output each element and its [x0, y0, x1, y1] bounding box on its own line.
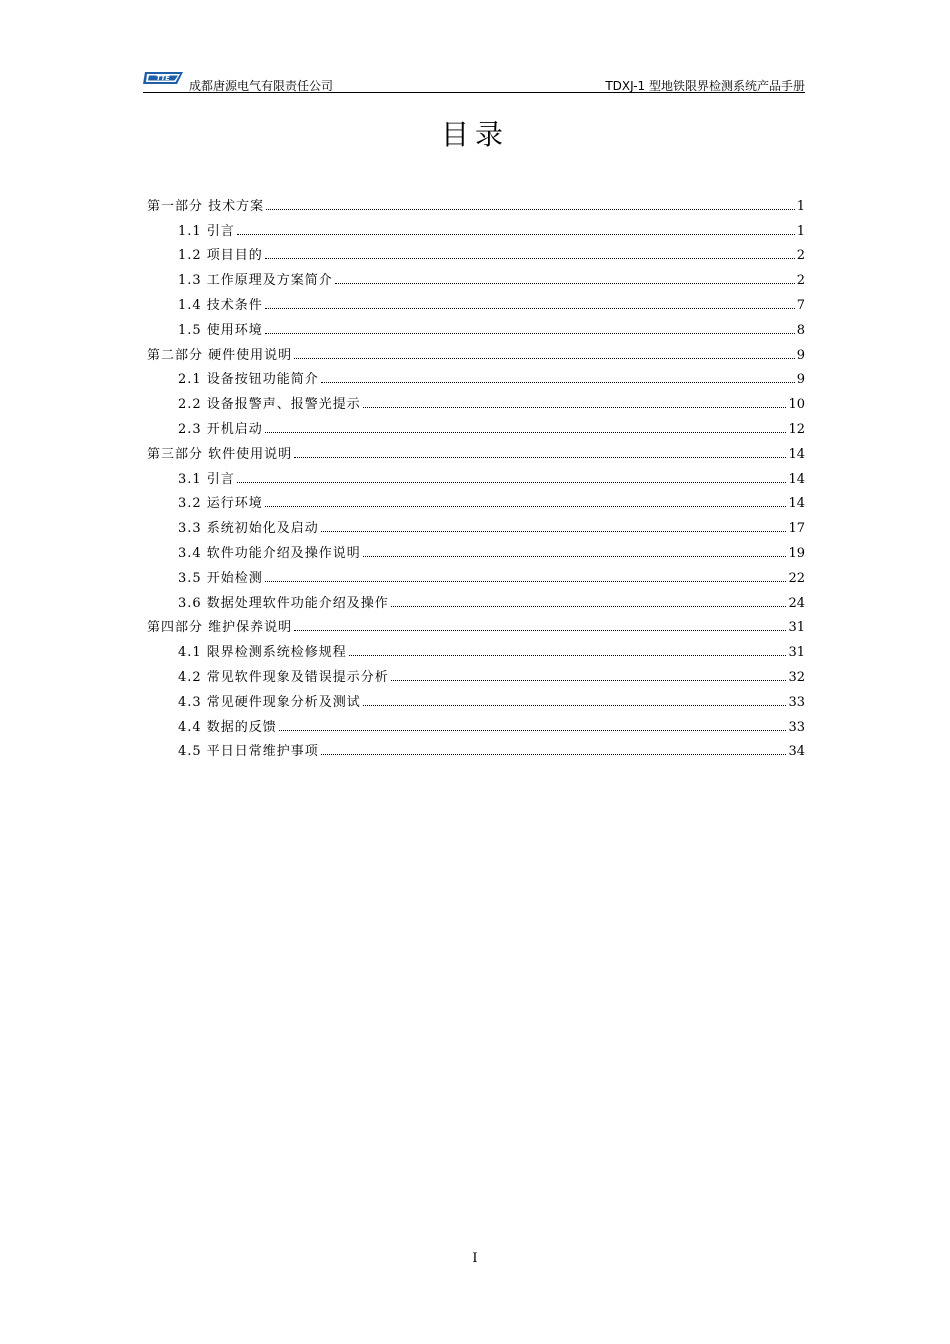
toc-entry-label: 2.1 设备按钮功能简介 — [178, 372, 319, 388]
toc-section-entry[interactable] — [147, 685, 805, 710]
toc-dot-leader — [279, 729, 787, 731]
toc-section-entry[interactable] — [147, 313, 805, 338]
toc-entry-label: 第二部分 硬件使用说明 — [147, 347, 293, 363]
toc-entry-label: 1.2 项目目的 — [178, 248, 263, 264]
toc-entry-label: 第三部分 软件使用说明 — [147, 446, 293, 462]
toc-part-entry[interactable] — [147, 189, 805, 214]
toc-section-entry[interactable] — [147, 660, 805, 685]
toc-entry-page: 12 — [788, 421, 805, 437]
table-of-contents — [147, 189, 805, 759]
toc-entry-page: 19 — [788, 545, 805, 561]
toc-dot-leader — [363, 555, 787, 557]
toc-entry-label: 2.2 设备报警声、报警光提示 — [178, 397, 361, 413]
toc-part-entry[interactable] — [147, 437, 805, 462]
toc-entry-page: 7 — [796, 297, 805, 313]
toc-section-entry[interactable] — [147, 511, 805, 536]
toc-dot-leader — [363, 406, 787, 408]
toc-section-entry[interactable] — [147, 387, 805, 412]
toc-entry-label: 4.5 平日日常维护事项 — [178, 744, 319, 760]
toc-entry-page: 14 — [788, 446, 805, 462]
toc-section-entry[interactable] — [147, 561, 805, 586]
toc-entry-page: 9 — [796, 347, 805, 363]
toc-entry-page: 1 — [796, 198, 805, 214]
toc-entry-label: 1.3 工作原理及方案简介 — [178, 273, 333, 289]
toc-dot-leader — [265, 431, 787, 433]
toc-dot-leader — [321, 753, 787, 755]
toc-entry-label: 3.5 开始检测 — [178, 570, 263, 586]
page-title: 目录 — [440, 118, 509, 151]
toc-section-entry[interactable] — [147, 635, 805, 660]
toc-section-entry[interactable] — [147, 363, 805, 388]
toc-entry-page: 14 — [788, 496, 805, 512]
toc-dot-leader — [237, 481, 787, 483]
toc-dot-leader — [349, 654, 787, 656]
toc-entry-page: 34 — [788, 744, 805, 760]
toc-section-entry[interactable] — [147, 487, 805, 512]
toc-dot-leader — [294, 629, 786, 631]
toc-entry-page: 22 — [788, 570, 805, 586]
toc-dot-leader — [391, 605, 787, 607]
toc-entry-page: 9 — [796, 372, 805, 388]
toc-part-entry[interactable] — [147, 338, 805, 363]
page-number: I — [472, 1251, 478, 1266]
toc-entry-page: 32 — [788, 669, 805, 685]
toc-entry-label: 4.4 数据的反馈 — [178, 719, 277, 735]
toc-entry-page: 31 — [788, 645, 805, 661]
toc-entry-page: 17 — [788, 521, 805, 537]
toc-dot-leader — [265, 307, 795, 309]
toc-entry-label: 1.5 使用环境 — [178, 322, 263, 338]
toc-section-entry[interactable] — [147, 263, 805, 288]
toc-entry-page: 14 — [788, 471, 805, 487]
toc-dot-leader — [266, 208, 795, 210]
toc-entry-page: 33 — [788, 719, 805, 735]
toc-section-entry[interactable] — [147, 239, 805, 264]
toc-section-entry[interactable] — [147, 536, 805, 561]
company-logo — [143, 68, 187, 88]
toc-entry-label: 3.3 系统初始化及启动 — [178, 521, 319, 537]
toc-entry-label: 4.1 限界检测系统检修规程 — [178, 645, 347, 661]
toc-section-entry[interactable] — [147, 586, 805, 611]
toc-entry-label: 4.3 常见硬件现象分析及测试 — [178, 694, 361, 710]
toc-entry-label: 3.1 引言 — [178, 471, 235, 487]
toc-section-entry[interactable] — [147, 288, 805, 313]
toc-entry-page: 33 — [788, 694, 805, 710]
toc-part-entry[interactable] — [147, 611, 805, 636]
toc-entry-label: 1.4 技术条件 — [178, 297, 263, 313]
toc-entry-label: 3.6 数据处理软件功能介绍及操作 — [178, 595, 389, 611]
toc-dot-leader — [265, 505, 787, 507]
toc-section-entry[interactable] — [147, 710, 805, 735]
toc-section-entry[interactable] — [147, 214, 805, 239]
toc-dot-leader — [363, 704, 787, 706]
toc-entry-label: 4.2 常见软件现象及错误提示分析 — [178, 669, 389, 685]
toc-section-entry[interactable] — [147, 735, 805, 760]
toc-dot-leader — [335, 282, 795, 284]
toc-entry-page: 2 — [796, 273, 805, 289]
page-header — [143, 68, 805, 93]
toc-entry-page: 2 — [796, 248, 805, 264]
toc-dot-leader — [321, 530, 787, 532]
toc-entry-page: 24 — [788, 595, 805, 611]
toc-entry-page: 31 — [788, 620, 805, 636]
toc-entry-label: 3.2 运行环境 — [178, 496, 263, 512]
toc-dot-leader — [265, 580, 787, 582]
toc-entry-label: 第四部分 维护保养说明 — [147, 620, 293, 636]
company-name: 成都唐源电气有限责任公司 — [189, 79, 334, 93]
toc-dot-leader — [237, 233, 795, 235]
toc-dot-leader — [294, 456, 786, 458]
toc-entry-page: 10 — [788, 397, 805, 413]
toc-dot-leader — [294, 357, 795, 359]
toc-section-entry[interactable] — [147, 412, 805, 437]
toc-section-entry[interactable] — [147, 462, 805, 487]
toc-entry-page: 8 — [796, 322, 805, 338]
toc-entry-label: 2.3 开机启动 — [178, 421, 263, 437]
toc-entry-label: 第一部分 技术方案 — [147, 198, 265, 214]
toc-dot-leader — [265, 332, 795, 334]
toc-entry-label: 3.4 软件功能介绍及操作说明 — [178, 545, 361, 561]
toc-dot-leader — [391, 679, 787, 681]
logo-text: TTE — [156, 74, 170, 82]
toc-dot-leader — [321, 381, 795, 383]
toc-entry-page: 1 — [796, 223, 805, 239]
manual-title: TDXJ-1 型地铁限界检测系统产品手册 — [605, 79, 805, 93]
toc-entry-label: 1.1 引言 — [178, 223, 235, 239]
toc-dot-leader — [265, 257, 795, 259]
